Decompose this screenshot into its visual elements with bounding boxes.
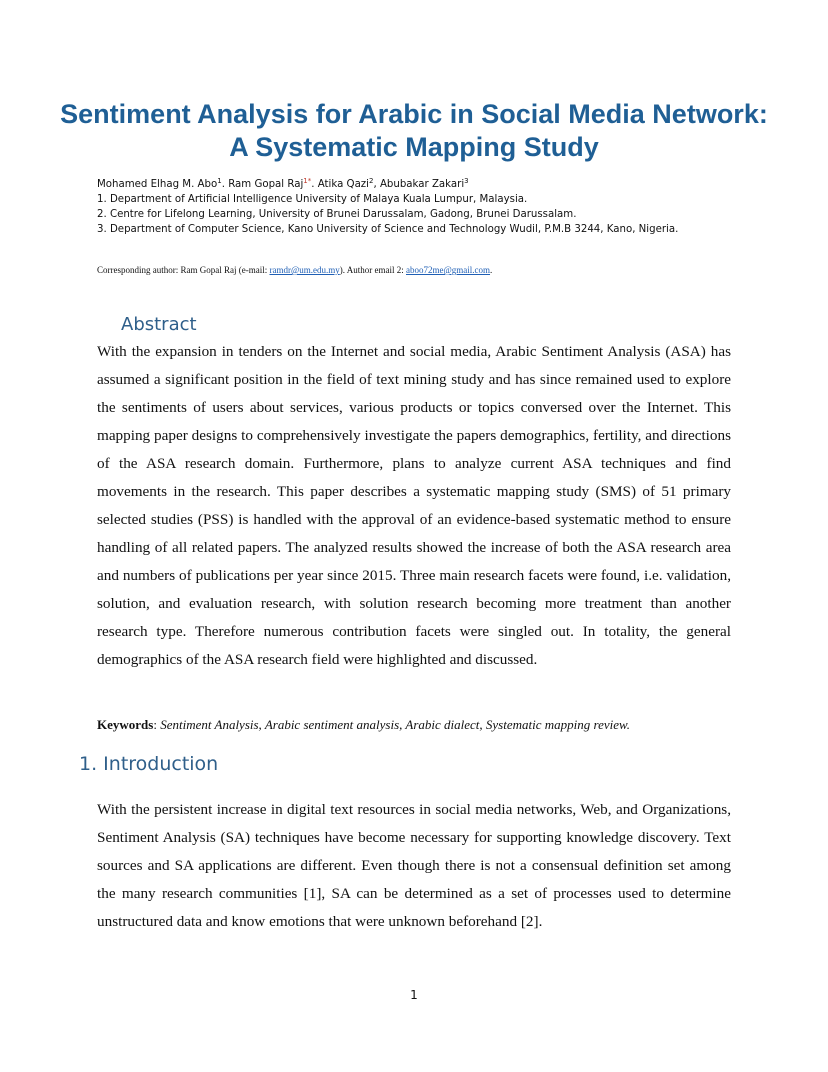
keywords-label: Keywords <box>97 717 154 732</box>
author-name: Abubakar Zakari <box>379 179 465 190</box>
introduction-heading: 1. Introduction <box>79 753 219 775</box>
keywords-line <box>97 716 630 734</box>
author-separator: . <box>221 179 229 190</box>
introduction-text: With the persistent increase in digital text resources in social media networks, Web, and Organizations, Sentiment Analysis (SA) techniques have become necessary for supporting knowledge discovery. Text sources and SA applications are different. Even though there is not a consensual definition set among the many research communities [1], SA can be determined as a set of processes used to determine unstructured data and know emotions that were unknown beforehand [2]. <box>97 801 731 930</box>
author-list <box>97 177 469 192</box>
corresponding-prefix: Corresponding author: Ram Gopal Raj (e-mail: <box>97 265 270 275</box>
corresponding-suffix: . <box>490 265 493 275</box>
affiliation: 2. Centre for Lifelong Learning, University of Brunei Darussalam, Gadong, Brunei Darussalam. <box>97 209 577 220</box>
author-name: Ram Gopal Raj <box>228 179 304 190</box>
author-affiliation-marker: 1* <box>303 177 312 185</box>
paper-title: Sentiment Analysis for Arabic in Social Media Network: A Systematic Mapping Study <box>60 99 768 162</box>
abstract-text: With the expansion in tenders on the Internet and social media, Arabic Sentiment Analysis (ASA) has assumed a significant position in the field of text mining study and has since remained used to explore the sentiments of users about services, various products or topics conversed over the Internet. This mapping paper designs to comprehensively investigate the papers demographics, fertility, and directions of the ASA research domain. Furthermore, plans to analyze current ASA techniques and find movements in the research. This paper describes a systematic mapping study (SMS) of 51 primary selected studies (PSS) is handled with the approval of an evidence-based systematic method to ensure handling of all related papers. The analyzed results showed the increase of both the ASA research area and numbers of publications per year since 2015. Three main research facets were found, i.e. validation, solution, and evaluation research, with solution research becoming more treatment than another research type. Therefore numerous contribution facets were singled out. In totality, the general demographics of the ASA research field were highlighted and discussed. <box>97 343 731 668</box>
email-link-corresponding[interactable]: ramdr@um.edu.my <box>269 265 340 275</box>
affiliation: 3. Department of Computer Science, Kano University of Science and Technology Wudil, P.M.B 3244, Kano, Nigeria. <box>97 224 679 235</box>
corresponding-middle: ). Author email 2: <box>339 265 406 275</box>
corresponding-author-note <box>97 264 492 277</box>
author-affiliation-marker: 3 <box>464 177 469 185</box>
author-affiliation-marker: 2 <box>369 177 374 185</box>
author-name: Atika Qazi <box>317 179 369 190</box>
author-separator: . <box>311 179 318 190</box>
affiliation: 1. Department of Artificial Intelligence University of Malaya Kuala Lumpur, Malaysia. <box>97 194 528 205</box>
email-link-author-2[interactable]: aboo72me@gmail.com <box>406 265 491 275</box>
keywords-separator: : <box>153 717 161 732</box>
abstract-heading: Abstract <box>121 314 197 335</box>
author-separator: , <box>373 179 380 190</box>
keywords-values: Sentiment Analysis, Arabic sentiment analysis, Arabic dialect, Systematic mapping review. <box>160 717 630 732</box>
author-name: Mohamed Elhag M. Abo <box>97 179 218 190</box>
page-number: 1 <box>410 988 418 1002</box>
author-affiliation-marker: 1 <box>217 177 222 185</box>
